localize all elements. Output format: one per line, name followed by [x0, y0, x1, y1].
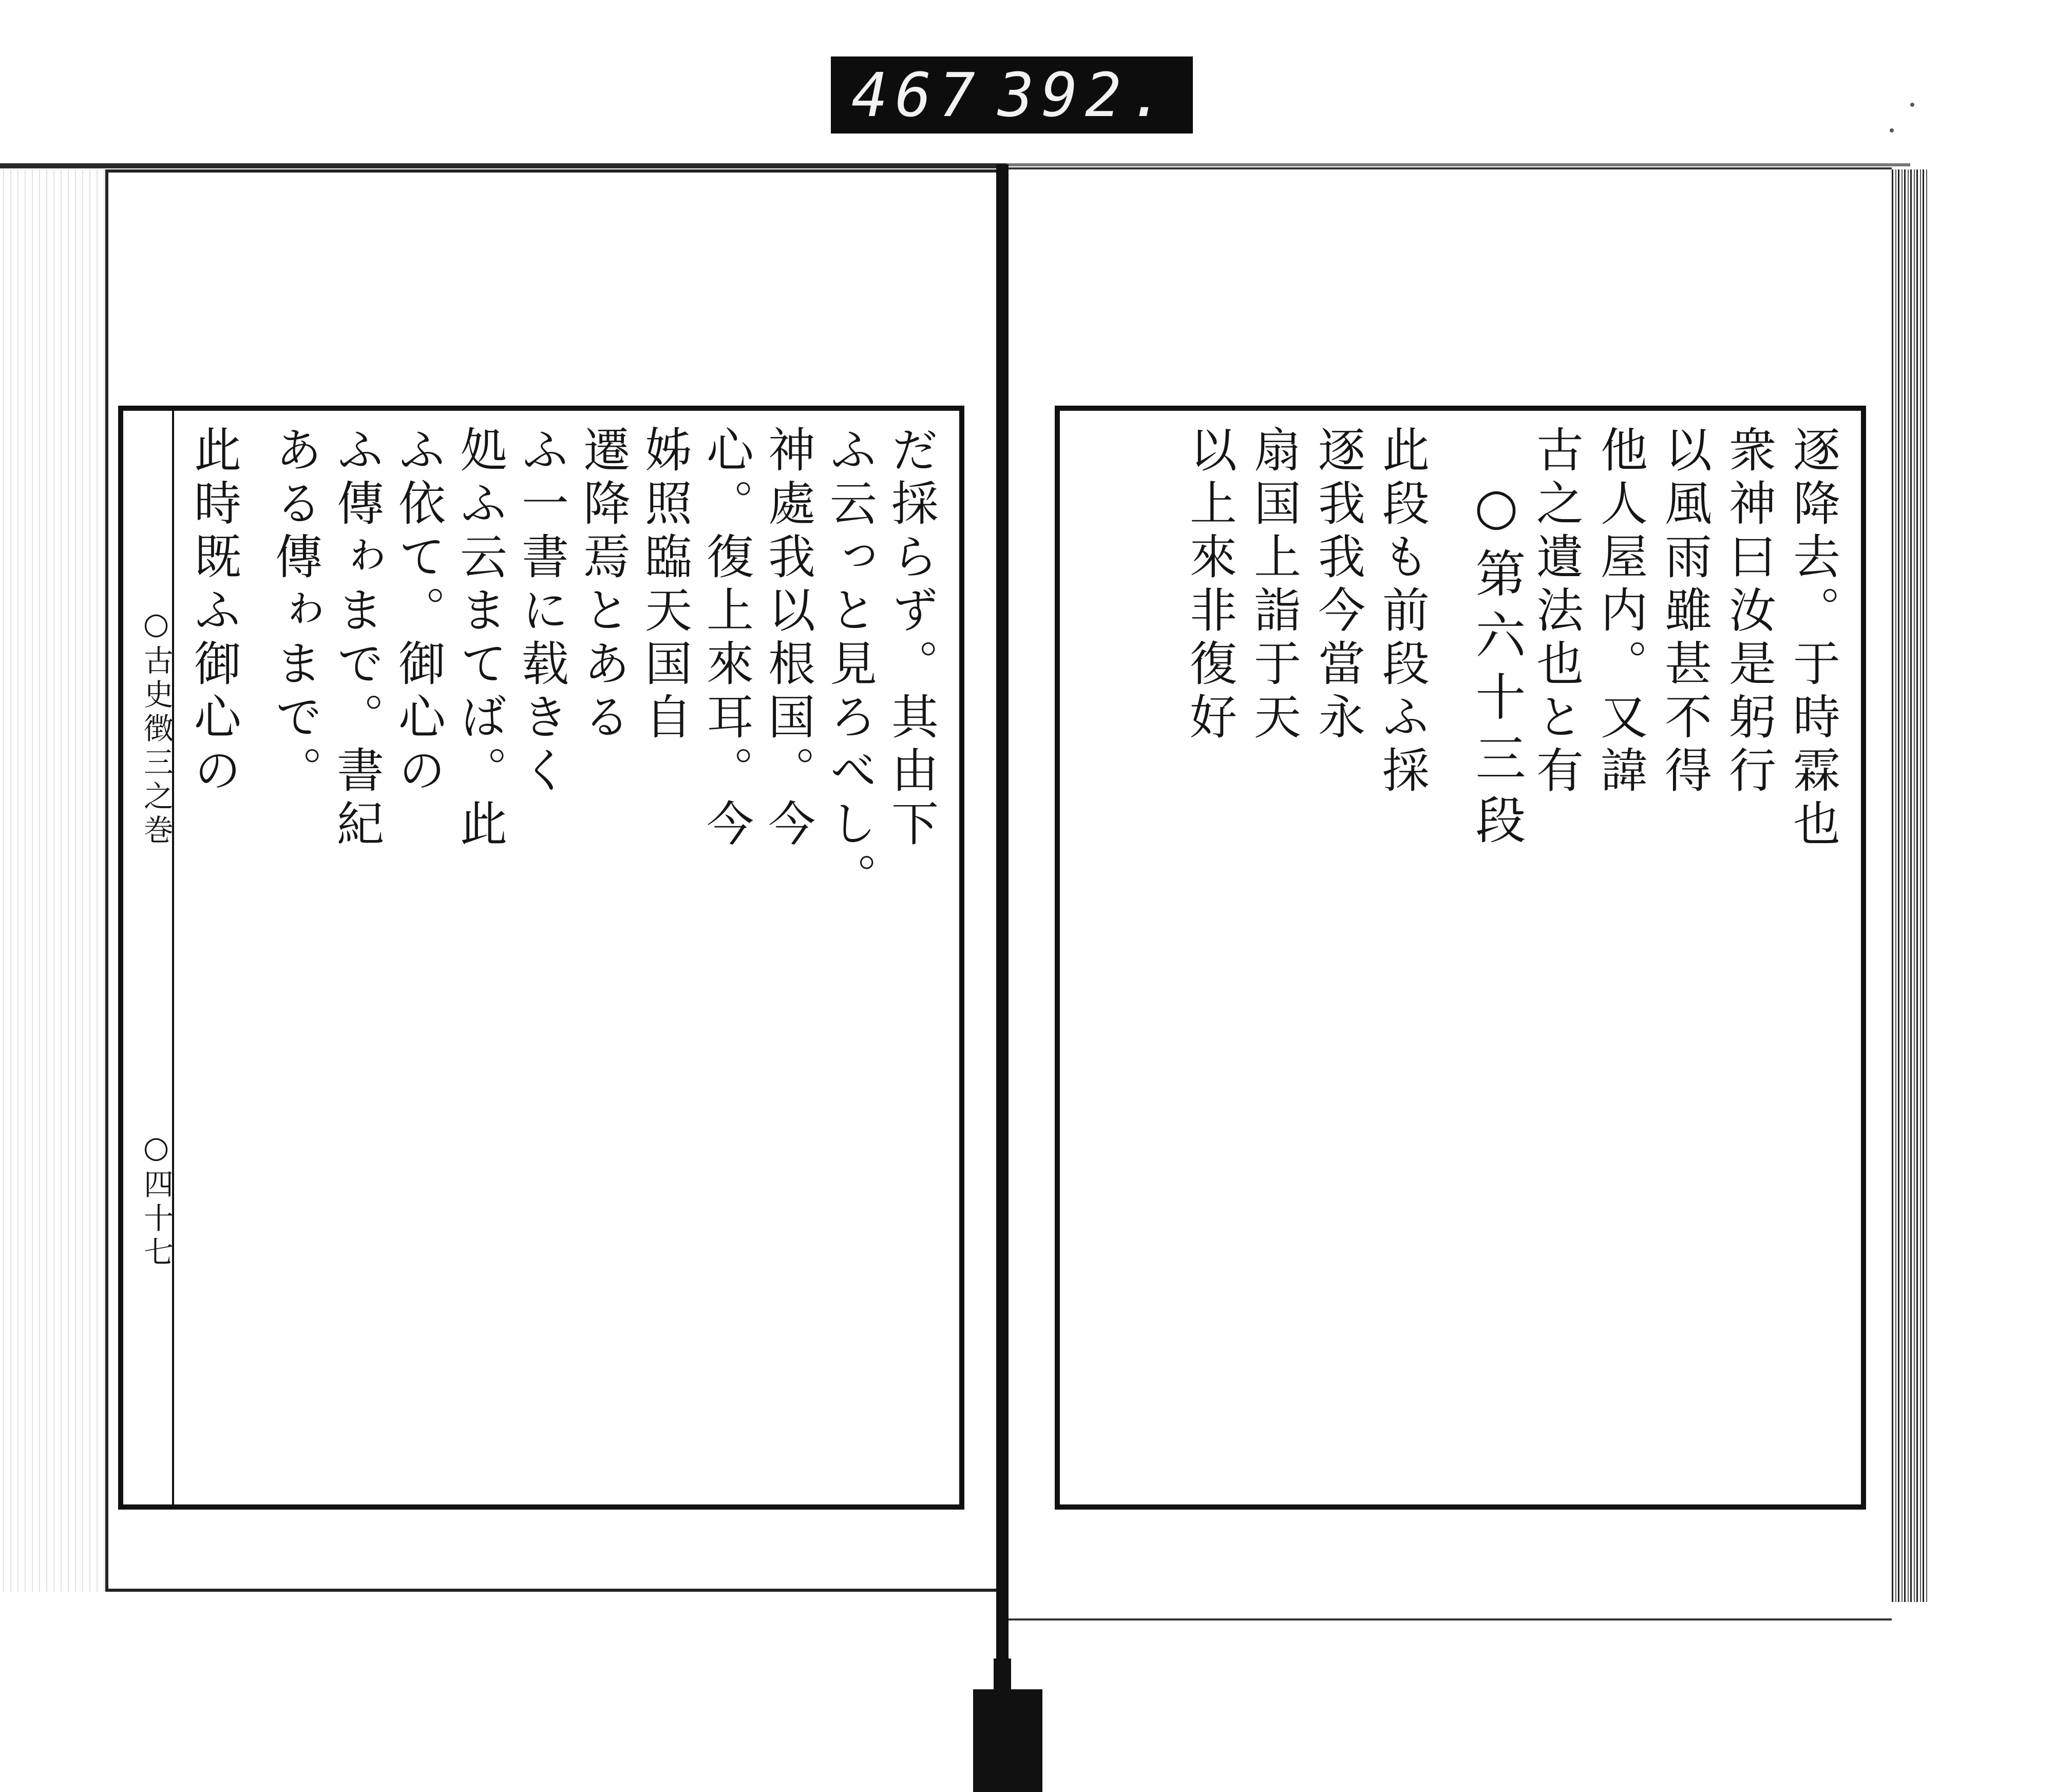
catalog-number-label: [831, 56, 1193, 134]
right-text-column: 扇国上詣于天: [1246, 425, 1301, 746]
right-text-column: 以風雨雖甚不得: [1657, 425, 1712, 799]
margin-book-title: ○古史徴三之巻: [139, 606, 174, 848]
left-text-column: ふ傳ゎまで。書紀: [329, 425, 384, 852]
left-page-edge: [0, 169, 105, 1592]
catalog-number-right: 392.: [997, 60, 1172, 130]
left-text-column: 姊照臨天国自: [637, 425, 692, 746]
left-text-column: ふ云っと見ろべし。: [822, 425, 877, 906]
top-rule-right: [1006, 163, 1910, 166]
scan-speck: [1890, 128, 1894, 132]
right-text-column: 古之遺法也と有: [1529, 425, 1584, 799]
right-text-frame: [1055, 406, 1866, 1510]
scan-speck: [1910, 103, 1914, 107]
right-text-column: 逐我我今當永: [1310, 425, 1365, 746]
spine-base-lower: [973, 1689, 1042, 1792]
left-text-column: ある傳ゎまで。: [268, 425, 322, 799]
section-heading: ○第六十三段: [1467, 478, 1526, 855]
margin-folio-number: ○四十七: [139, 1130, 174, 1270]
left-text-frame: [118, 406, 964, 1510]
left-text-column: 心。復上來耳。今: [699, 425, 754, 852]
right-page-stack-edge: [1892, 169, 1928, 1602]
left-text-column: 遷降焉とある: [576, 425, 631, 746]
top-rule-left: [0, 163, 1006, 168]
right-text-column: 此段も前段ふ採: [1375, 425, 1430, 799]
left-text-column: 神處我以根国。今: [760, 425, 815, 852]
left-text-column: だ採らず。其由下: [884, 425, 939, 852]
right-text-column: 衆神曰汝是躬行: [1721, 425, 1776, 799]
left-text-column: ふ依て。御心の: [391, 425, 446, 799]
left-text-column: ふ一書に载きく: [514, 425, 569, 799]
left-margin-rule: [172, 411, 174, 1504]
spine-base-upper: [994, 1658, 1011, 1689]
right-text-column: 他人屋内。又諱: [1593, 425, 1648, 799]
left-text-column: 処ふ云まてば。此: [452, 425, 507, 852]
catalog-number-left: 467: [851, 60, 983, 130]
right-text-column: 逐降去。于時霖也: [1785, 425, 1840, 852]
left-text-column: 此時既ふ御心の: [186, 425, 241, 799]
right-text-column: 以上來非復好: [1182, 425, 1237, 746]
book-spine: [996, 164, 1009, 1684]
